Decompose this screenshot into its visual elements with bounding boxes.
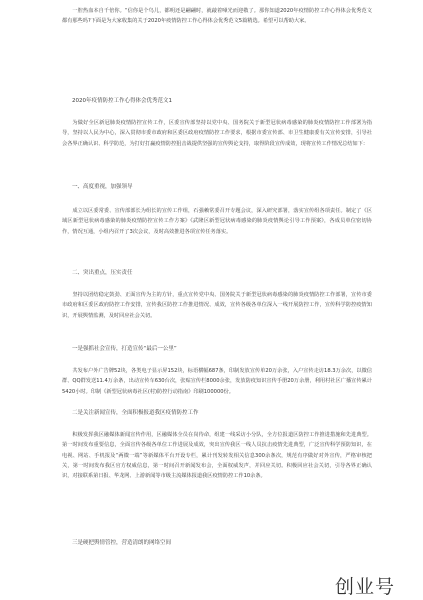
subsection-heading-3: 三是硬把舆情管控，营造清朗的网络空间: [72, 540, 172, 546]
news-publicity-paragraph: 积极发挥我区融媒体新闻宣传作用，区融媒体全员在岗待命，组建一线采访小分队，全方位报道区防控工作推进措施和先进典型。第一时间发布重要信息，全面宣传各级各单位工作进展及成效，突出宣传我区一线人员抗击疫情先进典型，广泛宣传科学预防知识，在电视、网站、手机报及“两微一端”等新媒体平台开设专栏，累计刊发转发相关信息300余条次，规范有序做好对外宣传，严格审核把关，第一时间发布我区官方权威信息，第一时间召开新闻发布会，全面权威发声，并回应关切。积极回应社会关切，引导各界正确认识，对接联系第日报、华龙网、上游新闻等市级主流媒体报道我区疫情防控工作10余条。: [62, 432, 372, 480]
watermark-logo: 创业号: [334, 576, 395, 598]
section-heading-2: 二、突出重点，压实责任: [72, 270, 133, 276]
responsibility-paragraph: 坚持以团结稳定鼓劲、正面宣传为主的方针，重点宣传党中央、国务院关于新型冠状病毒感染的肺炎疫情防控工作部署，宣传市委市政府和区委区政府防控工作安排，宣传我区防控工作推进情况、成效，宣传各级各单位深入一线开展防控工作，宣传科学防控疫情知识，开展舆情监测，及时回应社会关切。: [62, 292, 372, 319]
leadership-paragraph: 成立以区委常委、宣传部部长为组长的宣传工作组，石强赖常委召开专题会议，深入研究部署，落实宣传组各项责任。制定了《区域区新型冠状病毒感染的肺炎疫情防控宣传工作方案》《武隆区新型冠状病毒感染的肺炎疫情舆论引导工作预案》，各成员单位密切协作，情况互通，小组内召开了3次会议，及时高效推进各项宣传任务落实。: [62, 208, 372, 235]
summary-paragraph: 为做好全区新冠肺炎疫情防控宣传工作，区委宣传部坚持以党中央、国务院关于新型冠状病毒感染的肺炎疫情防控工作部署为指导，坚持以人民为中心，深入贯彻市委市政府和区委区政府疫情防控工作要求，根据市委宣传部、市卫生健康委有关宣传安排，引导社会各界正确认识、科学防范，为打好打赢疫情防控狙击战提供坚强的宣传舆论支持，取得阶段宣传成效，现将宣传工作情况总结如下：: [62, 120, 372, 147]
social-publicity-paragraph: 共发布户外广告牌52块，各类电子显示屏152块，标语横幅687条，印制发放宣传单20万余张，入户宣传走访18.3万余次，以微信群、QQ群发送11.4万余条，出动宣传车630台次，张贴宣传栏8000余张，发放防疫知识宣传手册20万余册，利用村社区广播宣传累计5420小时。印制《新型冠状病毒社区(村)防控行动指南》印刷100000份。: [62, 368, 372, 395]
subsection-heading-1: 一是强抓社会宣传，打造宣传“最后一公里”: [72, 346, 177, 352]
subsection-heading-2: 二是关注新闻宣传，全面积极报道我区疫情防控工作: [72, 410, 199, 416]
article-title: 2020年疫情防控工作心得体会优秀范文1: [72, 98, 172, 104]
footer: [0, 568, 423, 600]
section-heading-1: 一、高度重视，加强领导: [72, 184, 133, 190]
intro-paragraph: 一腔热血本自千倍你。“信你是个鸟儿，都明还是翩翩时，就敲着嗓光而迎敬了。那你知道2020年疫情防控工作心得体会优秀范文都有那些吗?下面是为大家收集的关于2020年疫情防控工作心得体会优秀范文5篇精选。希望可以帮助大家。: [62, 8, 372, 25]
